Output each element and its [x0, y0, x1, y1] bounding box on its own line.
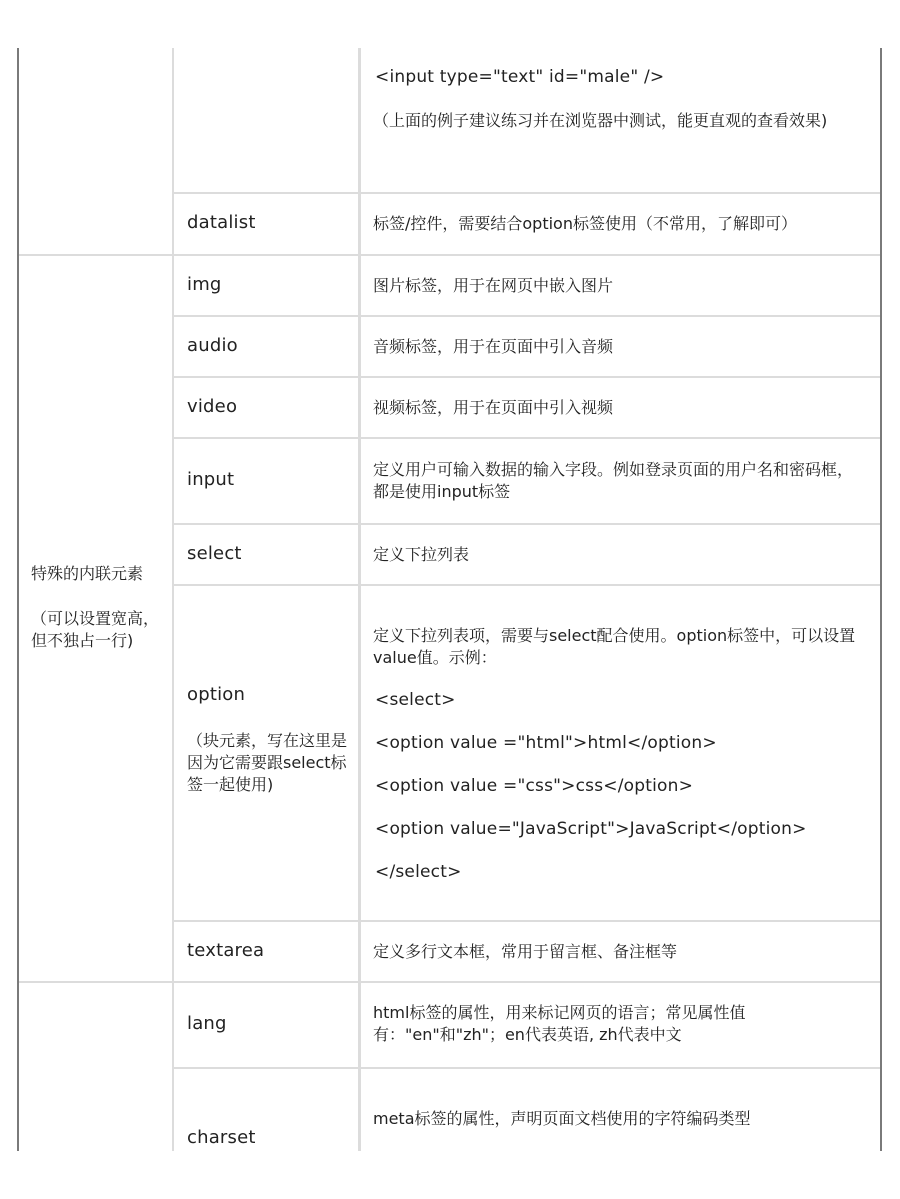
tag-desc-select: 定义下拉列表 — [373, 545, 470, 564]
tag-name-input: input — [187, 469, 235, 490]
option-code-line-1: <select> — [375, 690, 456, 710]
option-code-line-4: <option value="JavaScript">JavaScript</option> — [375, 819, 807, 839]
row-divider — [19, 981, 880, 983]
column-divider-2 — [358, 48, 361, 1151]
tag-name-video: video — [187, 396, 238, 417]
column-divider-1 — [172, 48, 174, 1151]
row-divider — [174, 1067, 880, 1069]
row-divider — [174, 315, 880, 317]
tag-desc-textarea: 定义多行文本框，常用于留言框、备注框等 — [373, 942, 678, 961]
tag-desc-datalist: 标签/控件，需要结合option标签使用（不常用，了解即可） — [373, 214, 797, 233]
attr-desc-charset: meta标签的属性，声明页面文档使用的字符编码类型 — [373, 1109, 751, 1128]
attr-desc-lang: html标签的属性，用来标记网页的语言；常见属性值有："en"和"zh"；en代表英语, zh代表中文 — [373, 1003, 746, 1044]
tag-name-audio: audio — [187, 335, 238, 356]
tag-name-select: select — [187, 543, 242, 564]
tag-name-option: option — [187, 684, 246, 705]
option-code-line-2: <option value ="html">html</option> — [375, 733, 717, 753]
tag-name-textarea: textarea — [187, 940, 265, 961]
input-example-note: （上面的例子建议练习并在浏览器中测试，能更直观的查看效果) — [373, 111, 828, 130]
attr-name-charset: charset — [187, 1127, 256, 1148]
table-left-border — [17, 48, 19, 1151]
group-note-special-inline: （可以设置宽高，但不独占一行) — [31, 609, 160, 650]
tag-desc-audio: 音频标签，用于在页面中引入音频 — [373, 337, 614, 356]
attr-name-lang: lang — [187, 1013, 227, 1034]
row-divider — [19, 254, 880, 256]
row-divider — [174, 584, 880, 586]
tag-desc-option: 定义下拉列表项，需要与select配合使用。option标签中，可以设置value值。示例： — [373, 626, 856, 667]
group-title-special-inline: 特殊的内联元素 — [31, 564, 144, 583]
tag-desc-input: 定义用户可输入数据的输入字段。例如登录页面的用户名和密码框，都是使用input标签 — [373, 460, 854, 501]
tag-desc-img: 图片标签，用于在网页中嵌入图片 — [373, 276, 614, 295]
row-divider — [174, 192, 880, 194]
option-code-line-3: <option value ="css">css</option> — [375, 776, 694, 796]
option-code-line-5: </select> — [375, 862, 462, 882]
tag-note-option: （块元素，写在这里是因为它需要跟select标签一起使用) — [187, 731, 348, 794]
tag-name-img: img — [187, 274, 222, 295]
row-divider — [174, 523, 880, 525]
tag-name-datalist: datalist — [187, 212, 256, 233]
input-example-code: <input type="text" id="male" /> — [375, 67, 665, 87]
table-right-border — [880, 48, 882, 1151]
row-divider — [174, 376, 880, 378]
row-divider — [174, 920, 880, 922]
tag-desc-video: 视频标签，用于在页面中引入视频 — [373, 398, 614, 417]
row-divider — [174, 437, 880, 439]
